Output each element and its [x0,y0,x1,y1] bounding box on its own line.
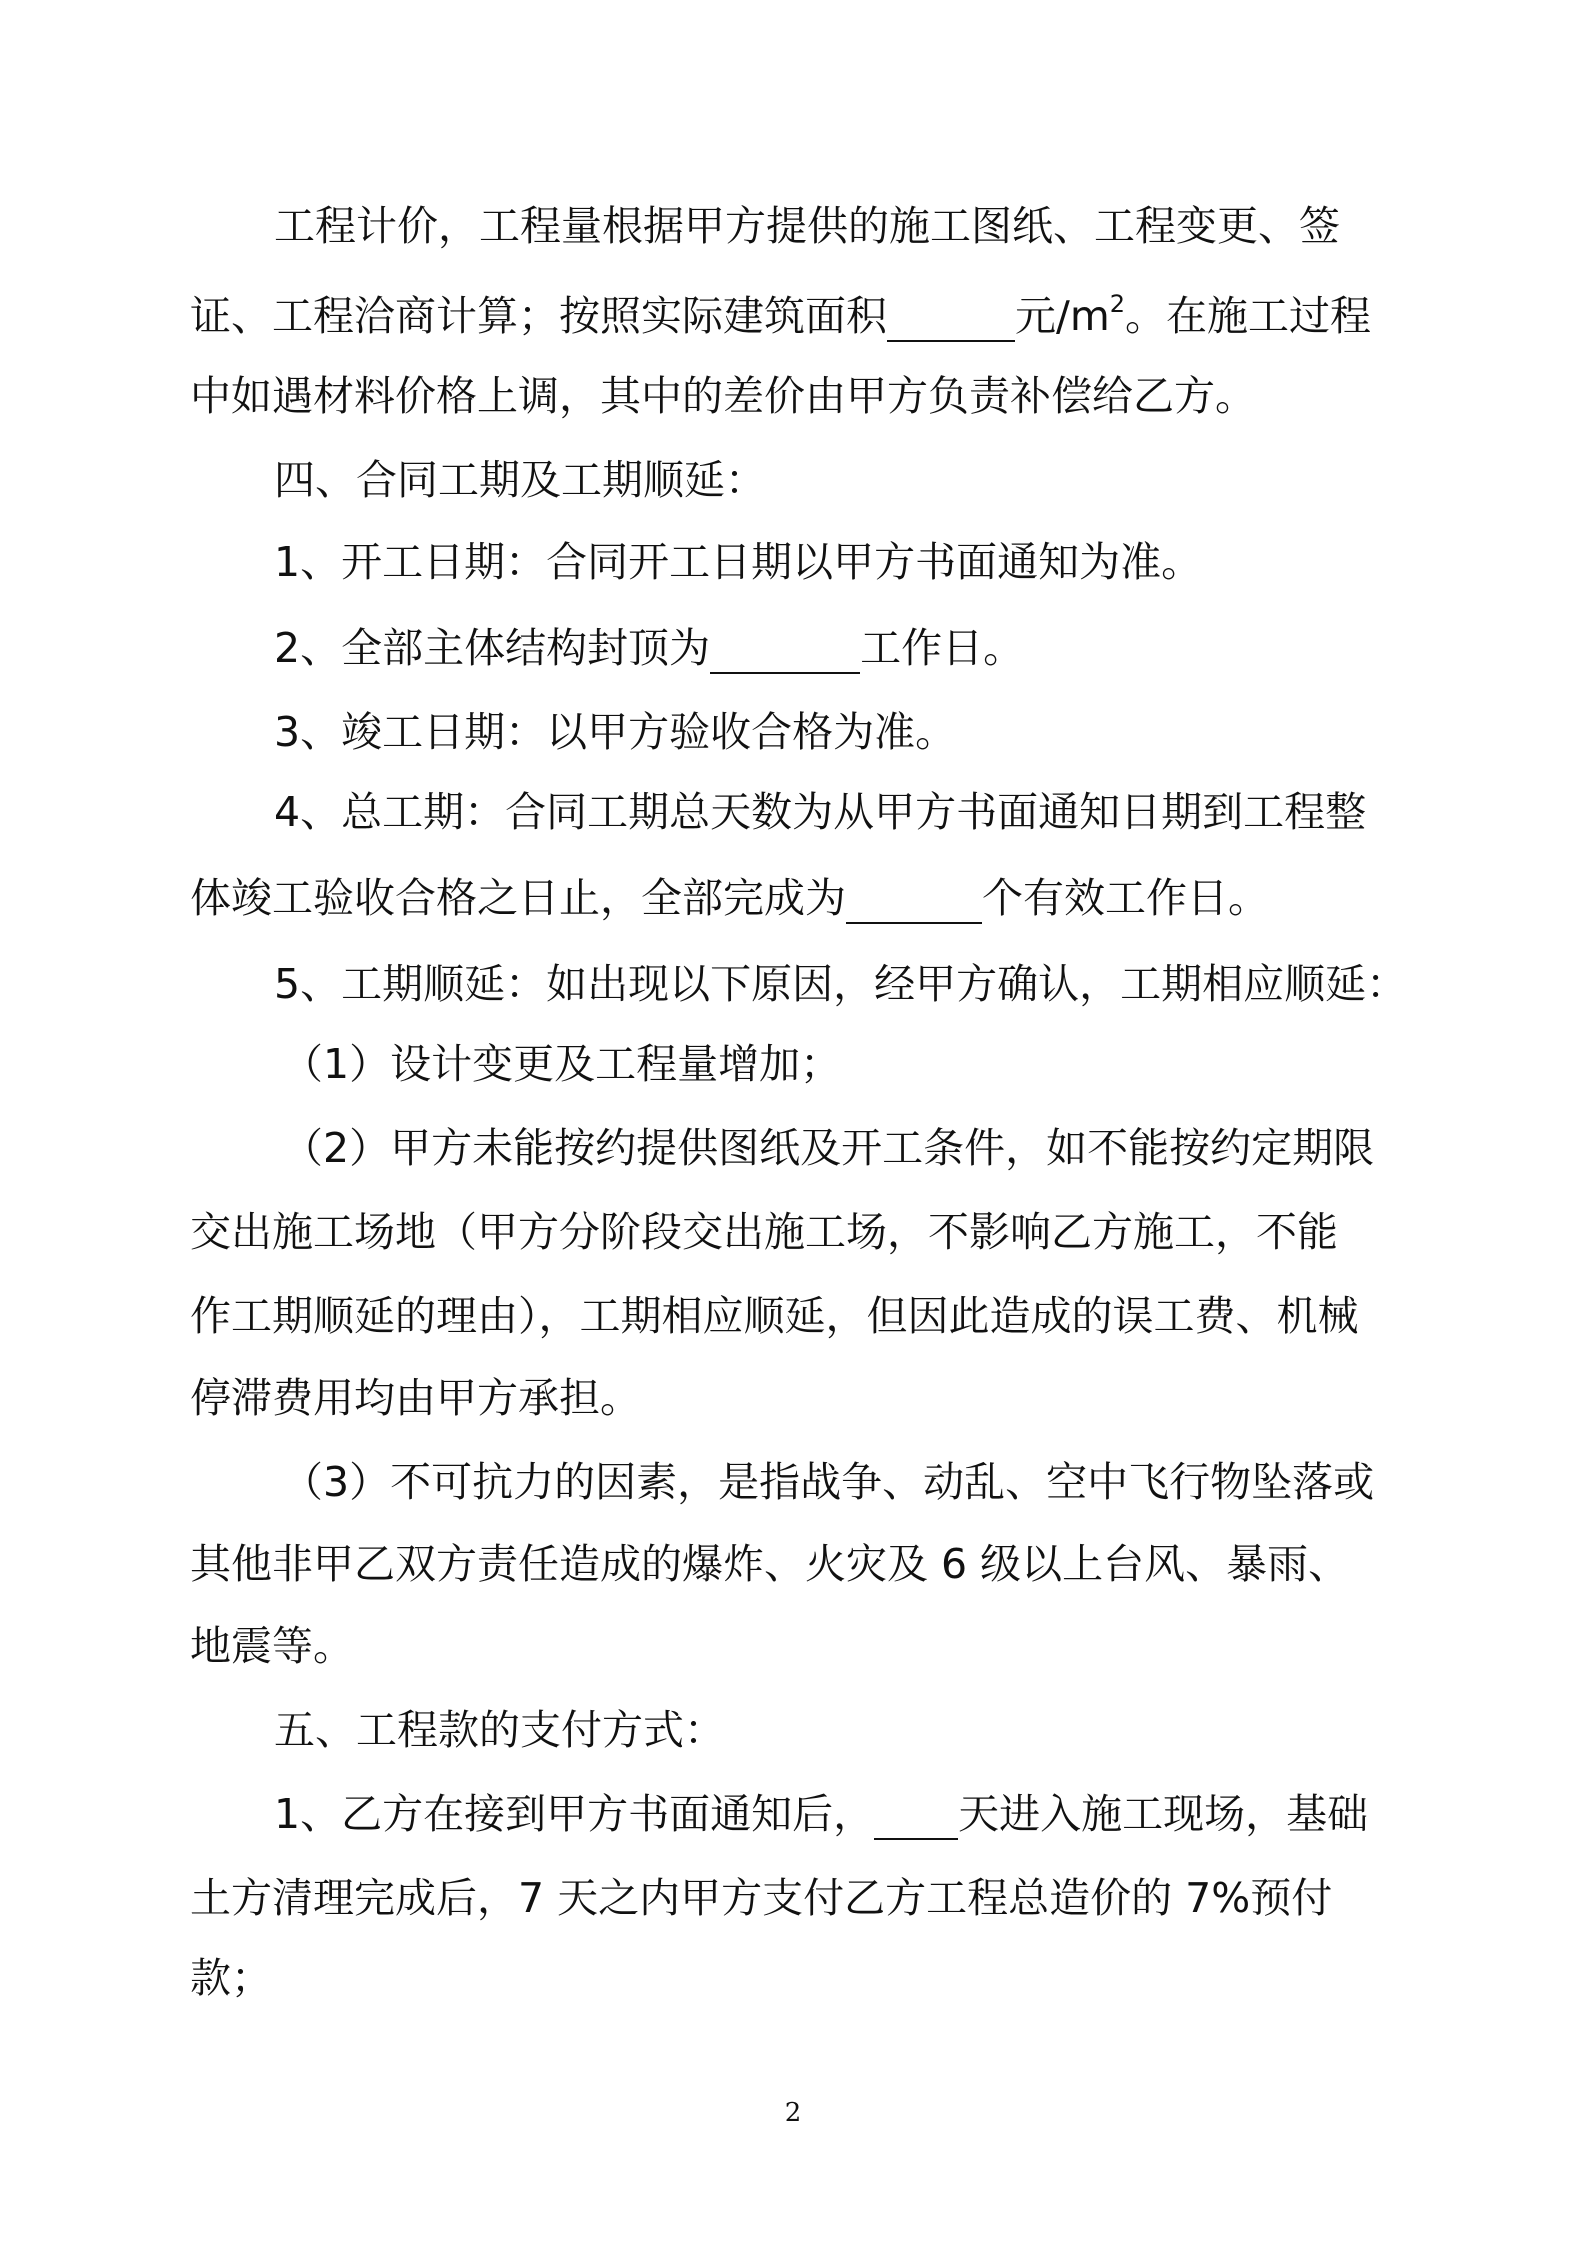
section-heading: 五、工程款的支付方式： [274,1706,725,1754]
text-line: 作工期顺延的理由），工期相应顺延，但因此造成的误工费、机械 [190,1292,1359,1340]
text-line: 中如遇材料价格上调，其中的差价由甲方负责补偿给乙方。 [190,372,1256,420]
text-segment: 工作日。 [860,624,1025,672]
text-line: 地震等。 [190,1622,354,1670]
fill-in-blank [846,876,982,924]
text-line: 交出施工场地（甲方分阶段交出施工场，不影响乙方施工，不能 [190,1208,1338,1256]
text-line: 工程计价，工程量根据甲方提供的施工图纸、工程变更、签 [274,202,1340,250]
text-line: 5、工期顺延：如出现以下原因，经甲方确认，工期相应顺延： [274,960,1408,1008]
text-line: 款； [190,1954,272,2002]
section-heading: 四、合同工期及工期顺延： [274,456,766,504]
text-line [190,868,1269,928]
text-segment: 体竣工验收合格之日止，全部完成为 [190,874,846,922]
text-line: 1、开工日期：合同开工日期以甲方书面通知为准。 [274,538,1203,586]
text-line: （1）设计变更及工程量增加； [282,1040,842,1088]
text-line: （2）甲方未能按约提供图纸及开工条件，如不能按约定期限 [282,1124,1375,1172]
text-line: 其他非甲乙双方责任造成的爆炸、火灾及 6 级以上台风、暴雨、 [190,1540,1350,1588]
fill-in-blank [874,1792,958,1840]
text-segment: 。在施工过程 [1125,292,1372,340]
text-line: （3）不可抗力的因素，是指战争、动乱、空中飞行物坠落或 [282,1458,1375,1506]
fill-in-blank [887,294,1015,342]
text-line: 3、竣工日期：以甲方验收合格为准。 [274,708,957,756]
text-line: 土方清理完成后，7 天之内甲方支付乙方工程总造价的 7%预付 [190,1874,1333,1922]
text-line [274,1784,1368,1844]
superscript: 2 [1109,290,1126,318]
text-segment: 个有效工作日。 [982,874,1269,922]
text-segment: 2、全部主体结构封顶为 [274,624,711,672]
text-line: 4、总工期：合同工期总天数为从甲方书面通知日期到工程整 [274,788,1367,836]
fill-in-blank [710,626,860,674]
text-segment: 证、工程洽商计算；按照实际建筑面积 [190,292,887,340]
text-segment: 天进入施工现场，基础 [958,1790,1369,1838]
text-segment: 元/m [1015,292,1110,340]
text-line [274,618,1024,678]
text-line: 停滞费用均由甲方承担。 [190,1374,641,1422]
text-line [190,286,1371,346]
text-segment: 1、乙方在接到甲方书面通知后， [274,1790,875,1838]
page-number: 2 [784,2098,802,2128]
